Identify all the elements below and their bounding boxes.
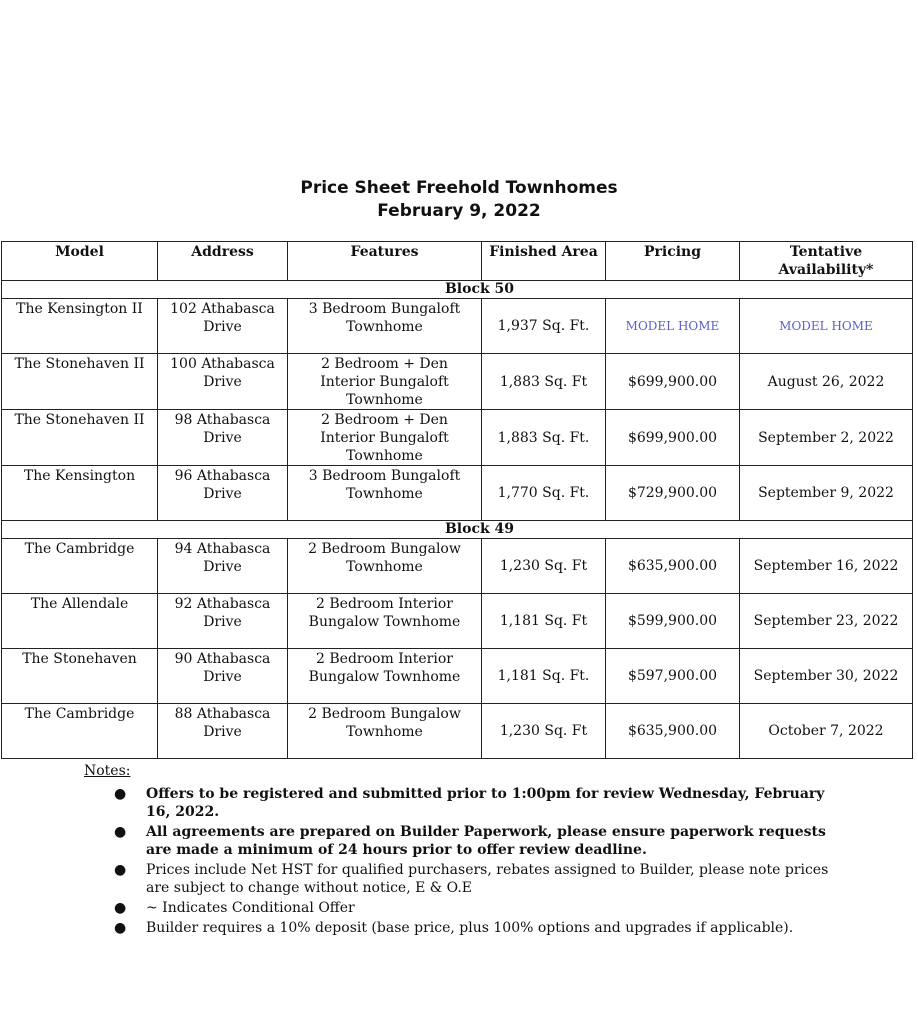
cell-features: 2 Bedroom Bungalow Townhome	[288, 539, 482, 594]
cell-features: 2 Bedroom + Den Interior Bungaloft Townhome	[288, 410, 482, 466]
note-item	[114, 861, 846, 897]
cell-pricing: $599,900.00	[606, 594, 740, 649]
cell-pricing: $729,900.00	[606, 466, 740, 521]
table-header-row	[2, 242, 913, 281]
note-text: ~ Indicates Conditional Offer	[146, 900, 355, 916]
cell-model: The Cambridge	[2, 704, 158, 759]
note-item	[114, 919, 846, 937]
cell-address: 96 Athabasca Drive	[158, 466, 288, 521]
notes-label: Notes:	[84, 763, 131, 779]
table-row	[2, 299, 913, 354]
cell-area: 1,883 Sq. Ft	[482, 354, 606, 410]
cell-features: 3 Bedroom Bungaloft Townhome	[288, 299, 482, 354]
cell-availability: September 9, 2022	[740, 466, 913, 521]
block-label: Block 49	[288, 521, 606, 539]
table-row	[2, 704, 913, 759]
cell-area: 1,181 Sq. Ft.	[482, 649, 606, 704]
cell-model: The Cambridge	[2, 539, 158, 594]
cell-area: 1,937 Sq. Ft.	[482, 299, 606, 354]
table-row	[2, 539, 913, 594]
cell-model: The Kensington II	[2, 299, 158, 354]
table-row	[2, 649, 913, 704]
cell-features: 3 Bedroom Bungaloft Townhome	[288, 466, 482, 521]
table-row	[2, 354, 913, 410]
cell-availability: September 2, 2022	[740, 410, 913, 466]
page-title: Price Sheet Freehold Townhomes	[300, 178, 618, 198]
cell-availability: MODEL HOME	[740, 299, 913, 354]
cell-features: 2 Bedroom Interior Bungalow Townhome	[288, 594, 482, 649]
cell-area: 1,883 Sq. Ft.	[482, 410, 606, 466]
bullet-icon: ●	[114, 920, 127, 936]
notes-list	[114, 785, 846, 937]
cell-area: 1,230 Sq. Ft	[482, 704, 606, 759]
cell-pricing: $635,900.00	[606, 539, 740, 594]
bullet-icon: ●	[114, 862, 127, 878]
header-finished-area: Finished Area	[482, 242, 606, 281]
cell-model: The Allendale	[2, 594, 158, 649]
cell-area: 1,230 Sq. Ft	[482, 539, 606, 594]
cell-address: 100 Athabasca Drive	[158, 354, 288, 410]
cell-address: 92 Athabasca Drive	[158, 594, 288, 649]
cell-pricing: $597,900.00	[606, 649, 740, 704]
cell-model: The Stonehaven	[2, 649, 158, 704]
note-text: Prices include Net HST for qualified purchasers, rebates assigned to Builder, please note prices are subject to change without notice, E & O.E	[146, 862, 829, 896]
header-features: Features	[288, 242, 482, 281]
note-item	[114, 785, 846, 821]
cell-features: 2 Bedroom + Den Interior Bungaloft Townhome	[288, 354, 482, 410]
cell-features: 2 Bedroom Interior Bungalow Townhome	[288, 649, 482, 704]
cell-features: 2 Bedroom Bungalow Townhome	[288, 704, 482, 759]
table-row	[2, 594, 913, 649]
cell-address: 90 Athabasca Drive	[158, 649, 288, 704]
note-text: All agreements are prepared on Builder Paperwork, please ensure paperwork requests are made a minimum of 24 hours prior to offer review deadline.	[146, 824, 826, 858]
header-model: Model	[2, 242, 158, 281]
header-availability: Tentative Availability*	[740, 242, 913, 281]
cell-pricing: $699,900.00	[606, 410, 740, 466]
price-table	[1, 241, 913, 759]
table-row	[2, 466, 913, 521]
block-row	[2, 281, 913, 299]
cell-model: The Stonehaven II	[2, 354, 158, 410]
cell-area: 1,181 Sq. Ft	[482, 594, 606, 649]
cell-availability: October 7, 2022	[740, 704, 913, 759]
header-pricing: Pricing	[606, 242, 740, 281]
bullet-icon: ●	[114, 824, 127, 840]
page-date: February 9, 2022	[377, 201, 541, 221]
note-text: Builder requires a 10% deposit (base price, plus 100% options and upgrades if applicable).	[146, 920, 794, 936]
cell-address: 98 Athabasca Drive	[158, 410, 288, 466]
block-row	[2, 521, 913, 539]
cell-pricing: MODEL HOME	[606, 299, 740, 354]
cell-model: The Stonehaven II	[2, 410, 158, 466]
cell-availability: September 16, 2022	[740, 539, 913, 594]
cell-address: 94 Athabasca Drive	[158, 539, 288, 594]
cell-address: 88 Athabasca Drive	[158, 704, 288, 759]
header-address: Address	[158, 242, 288, 281]
cell-pricing: $699,900.00	[606, 354, 740, 410]
note-item	[114, 823, 846, 859]
bullet-icon: ●	[114, 786, 127, 802]
table-row	[2, 410, 913, 466]
block-label: Block 50	[288, 281, 606, 299]
cell-pricing: $635,900.00	[606, 704, 740, 759]
cell-availability: August 26, 2022	[740, 354, 913, 410]
cell-availability: September 23, 2022	[740, 594, 913, 649]
bullet-icon: ●	[114, 900, 127, 916]
cell-availability: September 30, 2022	[740, 649, 913, 704]
cell-address: 102 Athabasca Drive	[158, 299, 288, 354]
cell-area: 1,770 Sq. Ft.	[482, 466, 606, 521]
note-text: Offers to be registered and submitted prior to 1:00pm for review Wednesday, February 16, 2022.	[146, 786, 825, 820]
note-item	[114, 899, 846, 917]
cell-model: The Kensington	[2, 466, 158, 521]
